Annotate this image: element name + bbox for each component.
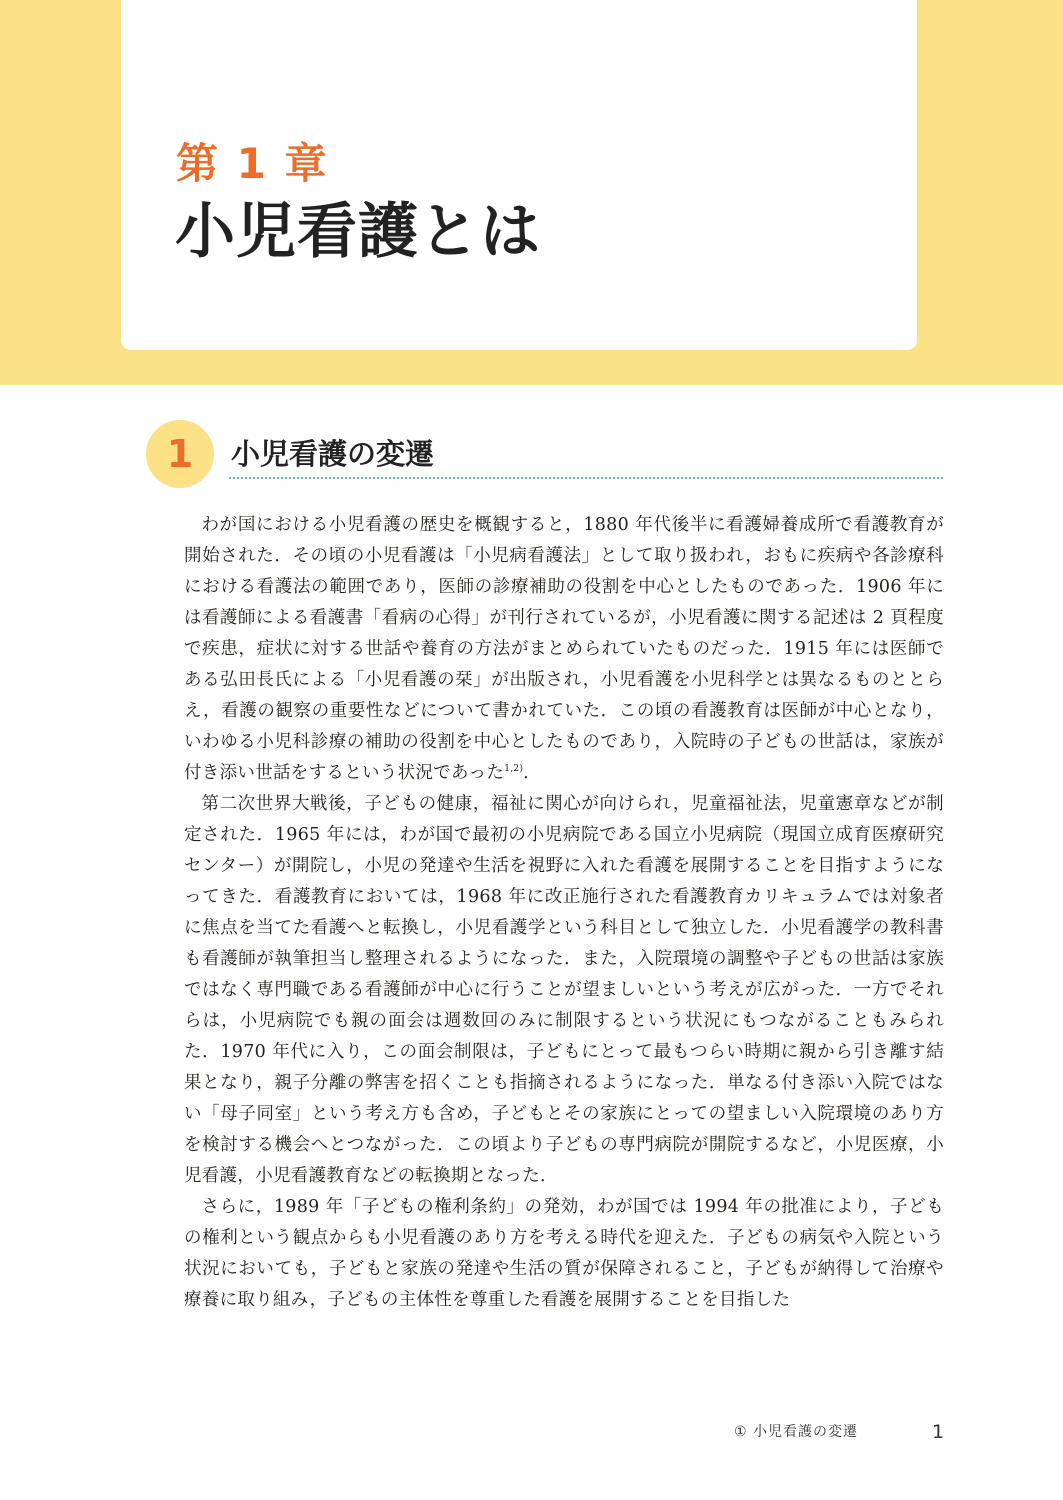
paragraph-2: 第二次世界大戦後，子どもの健康，福祉に関心が向けられ，児童福祉法，児童憲章などが制定された．1965 年には，わが国で最初の小児病院である国立小児病院（現国立成育医療研究センター）が開院し，小児の発達や生活を視野に入れた看護を展開することを目指すようになってきた．看護教育においては，1968 年に改正施行された看護教育カリキュラムでは対象者に焦点を当てた看護へと転換し，小児看護学という科目として独立した．小児看護学の教科書も看護師が執筆担当し整理されるようになった．また，入院環境の調整や子どもの世話は家族ではなく専門職である看護師が中心に行うことが望ましいという考えが広がった．一方でそれらは，小児病院でも親の面会は週数回のみに制限するという状況にもつながることもみられた．1970 年代に入り，この面会制限は，子どもにとって最もつらい時期に親から引き離す結果となり，親子分離の弊害を招くことも指摘されるようになった．単なる付き添い入院ではない「母子同室」という考え方も含め，子どもとその家族にとっての望ましい入院環境のあり方を検討する機会へとつながった．この頃より子どもの専門病院が開院するなど，小児医療，小児看護，小児看護教育などの転換期となった． [184, 794, 944, 1186]
citation-ref: 1,2) [504, 764, 524, 775]
chapter-number: 第 1 章 [176, 139, 329, 188]
chapter-title: 小児看護とは [175, 197, 541, 267]
section-number-badge: 1 [146, 420, 214, 488]
section-divider [229, 477, 943, 479]
section-title: 小児看護の変遷 [231, 437, 435, 471]
paragraph-3: さらに，1989 年「子どもの権利条約」の発効，わが国では 1994 年の批准により，子どもの権利という観点からも小児看護のあり方を考える時代を迎えた．子どもの病気や入院という状況においても，子どもと家族の発達や生活の質が保障されること，子どもが納得して治療や療養に取り組み，子どもの主体性を尊重した看護を展開することを目指した [184, 1197, 944, 1310]
paragraph-1-end: ． [523, 763, 542, 783]
paragraph-1 [184, 510, 944, 789]
running-footer-label: ① 小児看護の変遷 [734, 1424, 859, 1440]
paragraph-1-text: わが国における小児看護の歴史を概観すると，1880 年代後半に看護婦養成所で看護教育が開始された．その頃の小児看護は「小児病看護法」として取り扱われ，おもに疾病や各診療科における看護法の範囲であり，医師の診療補助の役割を中心としたものであった．1906 年には看護師による看護書「看病の心得」が刊行されているが，小児看護に関する記述は 2 頁程度で疾患，症状に対する世話や養育の方法がまとめられていたものだった．1915 年には医師である弘田長氏による「小児看護の栞」が出版され，小児看護を小児科学とは異なるものととらえ，看護の観察の重要性などについて書かれていた．この頃の看護教育は医師が中心となり，いわゆる小児科診療の補助の役割を中心としたものであり，入院時の子どもの世話は，家族が付き添い世話をするという状況であった [184, 515, 944, 783]
page-number: 1 [932, 1421, 945, 1443]
body-text [184, 510, 944, 1316]
